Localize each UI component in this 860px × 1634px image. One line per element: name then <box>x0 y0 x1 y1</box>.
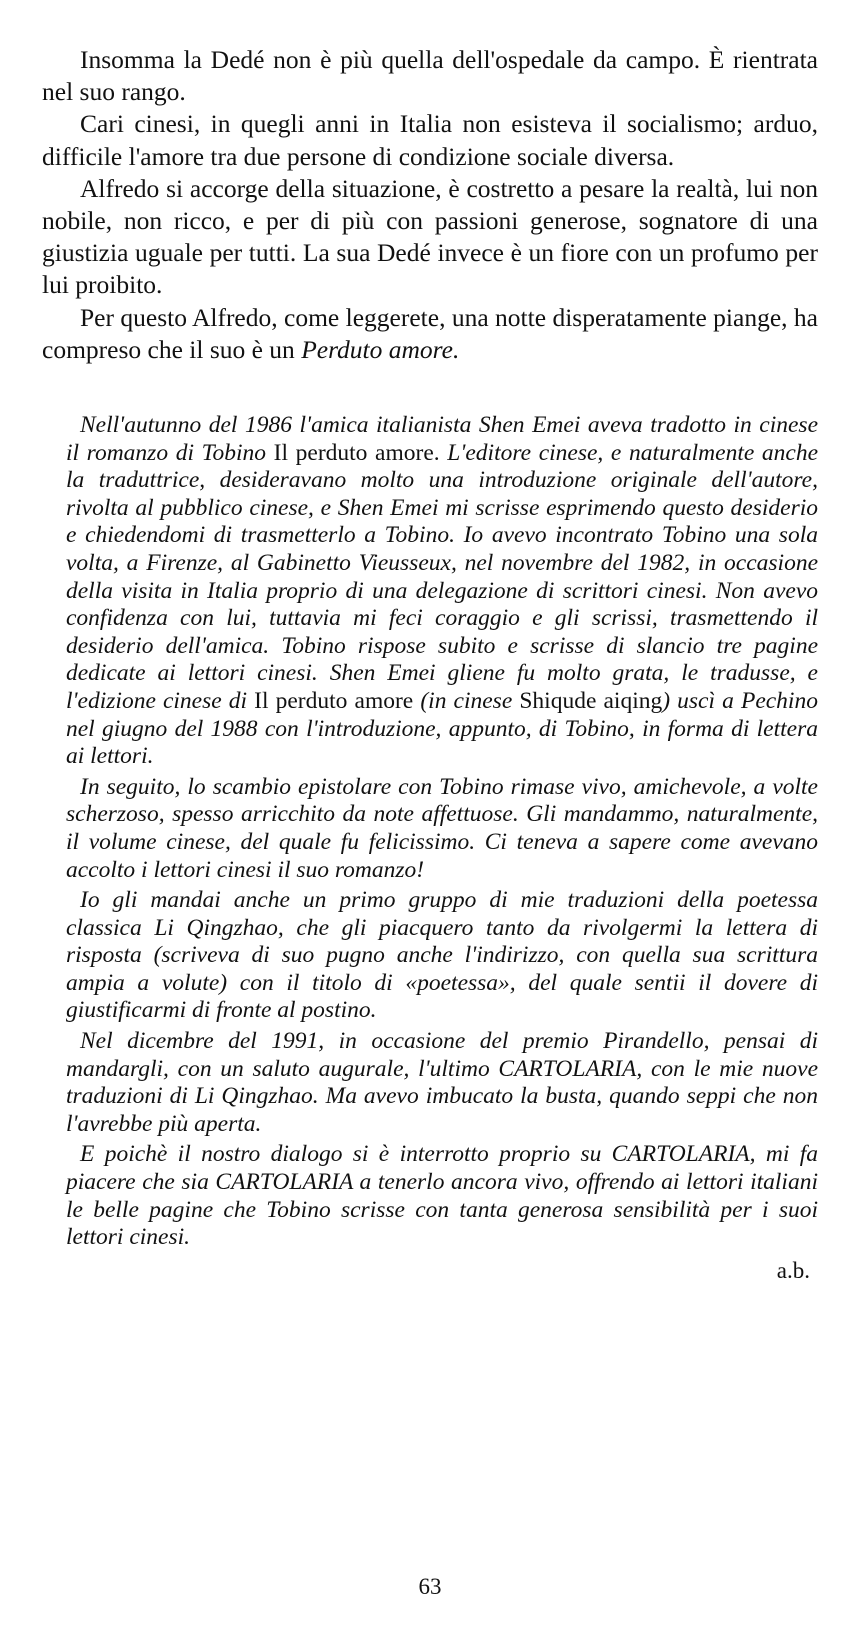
paragraph: Alfredo si accorge della situazione, è costretto a pesare la realtà, lui non nobile, non ricco, e per di più con passioni generose, sognatore di una giustizia uguale per tutti. La sua Dedé invece è un fiore con un profumo per lui proibito. <box>42 173 818 300</box>
intro-paragraph: Io gli mandai anche un primo gruppo di mie traduzioni della poetessa classica Li Qingzhao, che gli piacquero tanto da rivolgermi la lettera di risposta (scriveva di suo pugno anche l'indirizzo, con quella sua scrittura ampia a volute) con il titolo di «poetessa», del quale sentii il dovere di giustificarmi di fronte al postino. <box>66 887 818 1024</box>
intro-paragraph <box>66 412 818 771</box>
editor-introduction <box>66 412 818 1252</box>
paragraph <box>42 302 818 366</box>
intro-paragraph: E poichè il nostro dialogo si è interrotto proprio su CARTOLARIA, mi fa piacere che sia CARTOLARIA a tenerlo ancora vivo, offrendo ai lettori italiani le belle pagine che Tobino scrisse con tanta generosa sensibilità per i suoi lettori cinesi. <box>66 1141 818 1251</box>
intro-paragraph: In seguito, lo scambio epistolare con Tobino rimase vivo, amichevole, a volte scherzoso, spesso arricchito da note affettuose. Gli mandammo, naturalmente, il volume cinese, del quale fu felicissimo. Ci teneva a sapere come avevano accolto i lettori cinesi il suo romanzo! <box>66 773 818 883</box>
main-text <box>42 44 818 366</box>
paragraph-text: Per questo Alfredo, come leggerete, una notte disperatamente piange, ha compreso che il suo è un <box>42 302 818 364</box>
paragraph: Insomma la Dedé non è più quella dell'ospedale da campo. È rientrata nel suo rango. <box>42 45 818 107</box>
intro-text: (in cinese <box>413 687 520 714</box>
paragraph: Cari cinesi, in quegli anni in Italia non esisteva il socialismo; arduo, difficile l'amore tra due persone di condizione sociale diversa. <box>42 109 818 171</box>
page-number: 63 <box>418 1574 442 1599</box>
intro-text: Nell'autunno del 1986 l'amica italianista Shen Emei aveva tradotto in cinese il romanzo di Tobino <box>66 412 818 466</box>
title-emphasis: Perduto amore. <box>301 334 460 364</box>
book-title: Il perduto amore <box>254 687 414 714</box>
intro-text: ) uscì a Pechino nel giugno del 1988 con l'introduzione, appunto, di Tobino, in forma di lettera ai lettori. <box>66 687 818 770</box>
book-title: Il perduto amore. <box>273 439 440 466</box>
chinese-title: Shiqude aiqing <box>519 687 663 714</box>
signature-initials: a.b. <box>776 1258 810 1283</box>
intro-text: L'editore cinese, e naturalmente anche la traduttrice, desideravano molto una introduzione originale dell'autore, rivolta al pubblico cinese, e Shen Emei mi scrisse esprimendo questo desiderio e chiedendomi di trasmetterlo a Tobino. Io avevo incontrato Tobino una sola volta, a Firenze, al Gabinetto Vieusseux, nel novembre del 1982, in occasione della visita in Italia proprio di una delegazione di scrittori cinesi. Non avevo confidenza con lui, tuttavia mi feci coraggio e gli scrissi, trasmettendo il desiderio dell'amica. Tobino rispose subito e scrisse di slancio tre pagine dedicate ai lettori cinesi. Shen Emei gliene fu molto grata, le tradusse, e l'edizione cinese di <box>66 439 819 714</box>
intro-paragraph: Nel dicembre del 1991, in occasione del premio Pirandello, pensai di mandargli, con un saluto augurale, l'ultimo CARTOLARIA, con le mie nuove traduzioni di Li Qingzhao. Ma avevo imbucato la busta, quando seppi che non l'avrebbe più aperta. <box>66 1028 818 1137</box>
